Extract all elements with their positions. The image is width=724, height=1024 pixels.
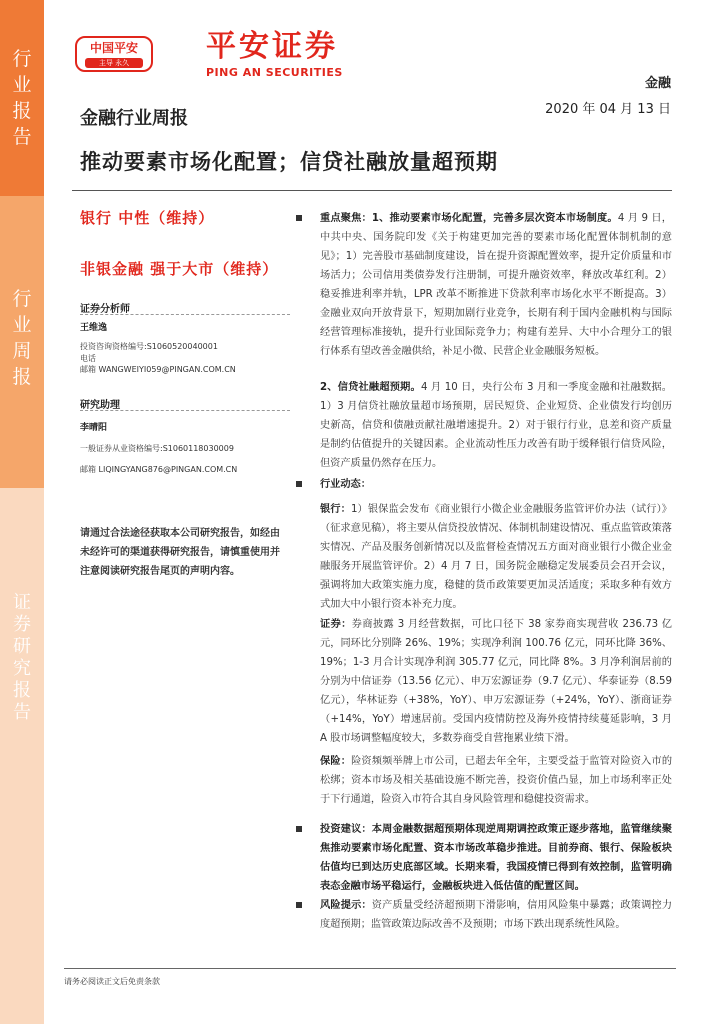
sector-label: 金融 <box>644 76 671 91</box>
divider <box>80 410 290 411</box>
divider <box>80 314 290 315</box>
brand-name: 平安证券 <box>206 29 338 64</box>
sidebar-char: 周 <box>12 340 32 362</box>
sidebar-char: 行 <box>12 288 32 310</box>
assistant-email: 邮箱 LIQINGYANG876@PINGAN.COM.CN <box>80 465 238 474</box>
sidebar-char: 业 <box>12 74 32 96</box>
focus-body: 4 月 9 日，中共中央、国务院印发《关于构建更加完善的要素市场化配置体制机制的意见》；1）完善股市基础制度建设，旨在提升资源配置效率，提升定价质量和市场活力；公司信用类债券发行注册制，可提升融资效率，释放改革红利。2）稳妥推进利率并轨，LPR 改革不断推进下贷款利率市场化水平不断提高。3）金融业双向开放背景下，短期加剧行业竞争，长期有利于国内金融机构与国际经营管理标准接轨，提升行业国际竞争力；构建有差异、大中小合理分工的银行体系有望改善金融供给，补足小微、民营企业金融服务短板。 <box>320 213 672 357</box>
assistant-cert: 一般证券从业资格编号:S1060118030009 <box>80 444 234 453</box>
insurance-heading: 保险： <box>320 756 352 767</box>
bank-body: 1）银保监会发布《商业银行小微企业金融服务监管评价办法（试行）》（征求意见稿），将主要从信贷投放情况、体制机制建设情况、重点监管政策落实情况、产品及服务创新情况以及监督检查情况五方面对商业银行小微企业金融服务开展监管评价。2）4 月 7 日，国务院金融稳定发展委员会召开会议，强调将加大政策实施力度，稳健的货币政策要更加灵活适度；采取多种有效方式加大中小银行资本补充力度。 <box>320 504 672 610</box>
securities-heading: 证券： <box>320 619 352 630</box>
credit-section <box>320 378 672 473</box>
advice-heading: 投资建议： <box>320 824 372 835</box>
logo-text: 中国平安 <box>89 41 138 55</box>
assistant-label: 研究助理 <box>80 400 120 411</box>
sidebar-char: 证 <box>13 592 31 613</box>
sidebar-char: 报 <box>12 366 32 388</box>
sidebar-char: 告 <box>12 126 32 148</box>
sidebar-char: 报 <box>13 680 31 701</box>
risk-body: 资产质量受经济超预期下滑影响，信用风险集中暴露；政策调控力度超预期；监管政策边际改善不及预期；市场下跌出现系统性风险。 <box>320 900 673 930</box>
sidebar-block-research <box>0 488 44 1024</box>
bank-heading: 银行： <box>320 504 351 515</box>
risk-heading: 风险提示： <box>320 900 372 911</box>
risk-section <box>320 896 672 934</box>
sidebar-char: 究 <box>13 658 31 679</box>
analyst-cert: 投资咨询资格编号:S1060520040001 <box>80 342 218 351</box>
sidebar-char: 告 <box>13 702 31 723</box>
report-date: 2020 年 04 月 13 日 <box>545 102 671 117</box>
bullet-icon <box>296 902 302 908</box>
brand-name-en: PING AN SECURITIES <box>206 66 343 79</box>
report-type: 金融行业周报 <box>80 108 188 129</box>
insurance-body: 险资频频举牌上市公司，已超去年全年，主要受益于监管对险资入市的松绑；资本市场及相关基础设施不断完善，投资价值凸显，加上市场利率正处于下行通道，险资入市符合其自身风险管理和稳健投资需求。 <box>320 756 673 805</box>
bullet-icon <box>296 826 302 832</box>
advice-body: 本周金融数据超预期体现逆周期调控政策正逐步落地，监管继续聚焦推动要素市场化配置、资本市场改革稳步推进。目前券商、银行、保险板块估值均已到达历史底部区域。长期来看，我国疫情已得到有效控制，监管明确表态金融市场平稳运行，金融板块进入低估值的配置区间。 <box>320 824 673 892</box>
analyst-phone: 电话 <box>80 354 96 363</box>
analyst-label: 证券分析师 <box>80 304 130 315</box>
analyst-email: 邮箱 WANGWEIYI059@PINGAN.COM.CN <box>80 365 236 374</box>
securities-body: 券商披露 3 月经营数据，可比口径下 38 家券商实现营收 236.73 亿元，同环比分别降 26%、19%；实现净利润 100.76 亿元，同环比降 36%、19%；1-3 月合计实现净利润 305.77 亿元，同比降 8%。3 月净利润居前的分别为中信证券（13.56 亿元）、申万宏源证券（9.7 亿元）、华泰证券（8.59 亿元），华林证券（+38%，YoY）、申万宏源证券（+24%，YoY）、浙商证券（+14%，YoY）增速居前。受国内疫情防控及海外疫情持续蔓延影响，3 月 A 股市场调整幅度较大，多数券商受自营拖累业绩下滑。 <box>320 619 672 744</box>
ping-an-logo <box>75 36 153 72</box>
sidebar-char: 研 <box>13 636 31 657</box>
nonbank-rating: 非银金融 强于大市（维持） <box>80 260 279 278</box>
advice-section <box>320 820 672 896</box>
analyst-name: 王维逸 <box>80 323 108 333</box>
bank-rating: 银行 中性（维持） <box>80 209 215 227</box>
sidebar-char: 业 <box>12 314 32 336</box>
page-title: 推动要素市场化配置；信贷社融放量超预期 <box>80 150 498 174</box>
credit-heading: 2、信贷社融超预期。 <box>320 382 421 393</box>
focus-section <box>320 209 672 361</box>
assistant-name: 李晴阳 <box>80 423 108 433</box>
bullet-icon <box>296 215 302 221</box>
logo-subtext: 主导 永久 <box>85 58 143 68</box>
dynamics-heading: 行业动态： <box>320 479 371 490</box>
footer-note: 请务必阅读正文后免责条款 <box>64 977 160 986</box>
securities-section <box>320 615 672 748</box>
sidebar-block-report-category <box>0 0 44 196</box>
sidebar-char: 报 <box>12 100 32 122</box>
bank-section <box>320 500 672 614</box>
sidebar-block-report-type <box>0 196 44 488</box>
footer-divider <box>64 968 676 969</box>
sidebar-char: 券 <box>13 614 31 635</box>
focus-heading: 重点聚焦：1、推动要素市场化配置，完善多层次资本市场制度。 <box>320 213 618 224</box>
insurance-section <box>320 752 672 809</box>
title-divider <box>72 190 672 191</box>
credit-body: 4 月 10 日，央行公布 3 月和一季度金融和社融数据。1）3 月信贷社融放量超市场预期，居民短贷、企业短贷、企业债发行均创历史新高，信贷和债融贡献社融增速提升。2）对于银行行业，息差和资产质量是制约估值提升的关键因素。企业流动性压力改善有助于缓释银行信贷风险，但资产质量仍然存在压力。 <box>320 382 672 469</box>
bullet-icon <box>296 481 302 487</box>
disclaimer-note: 请通过合法途径获取本公司研究报告，如经由未经许可的渠道获得研究报告，请慎重使用并注意阅读研究报告尾页的声明内容。 <box>80 528 280 577</box>
sidebar-char: 行 <box>12 48 32 70</box>
